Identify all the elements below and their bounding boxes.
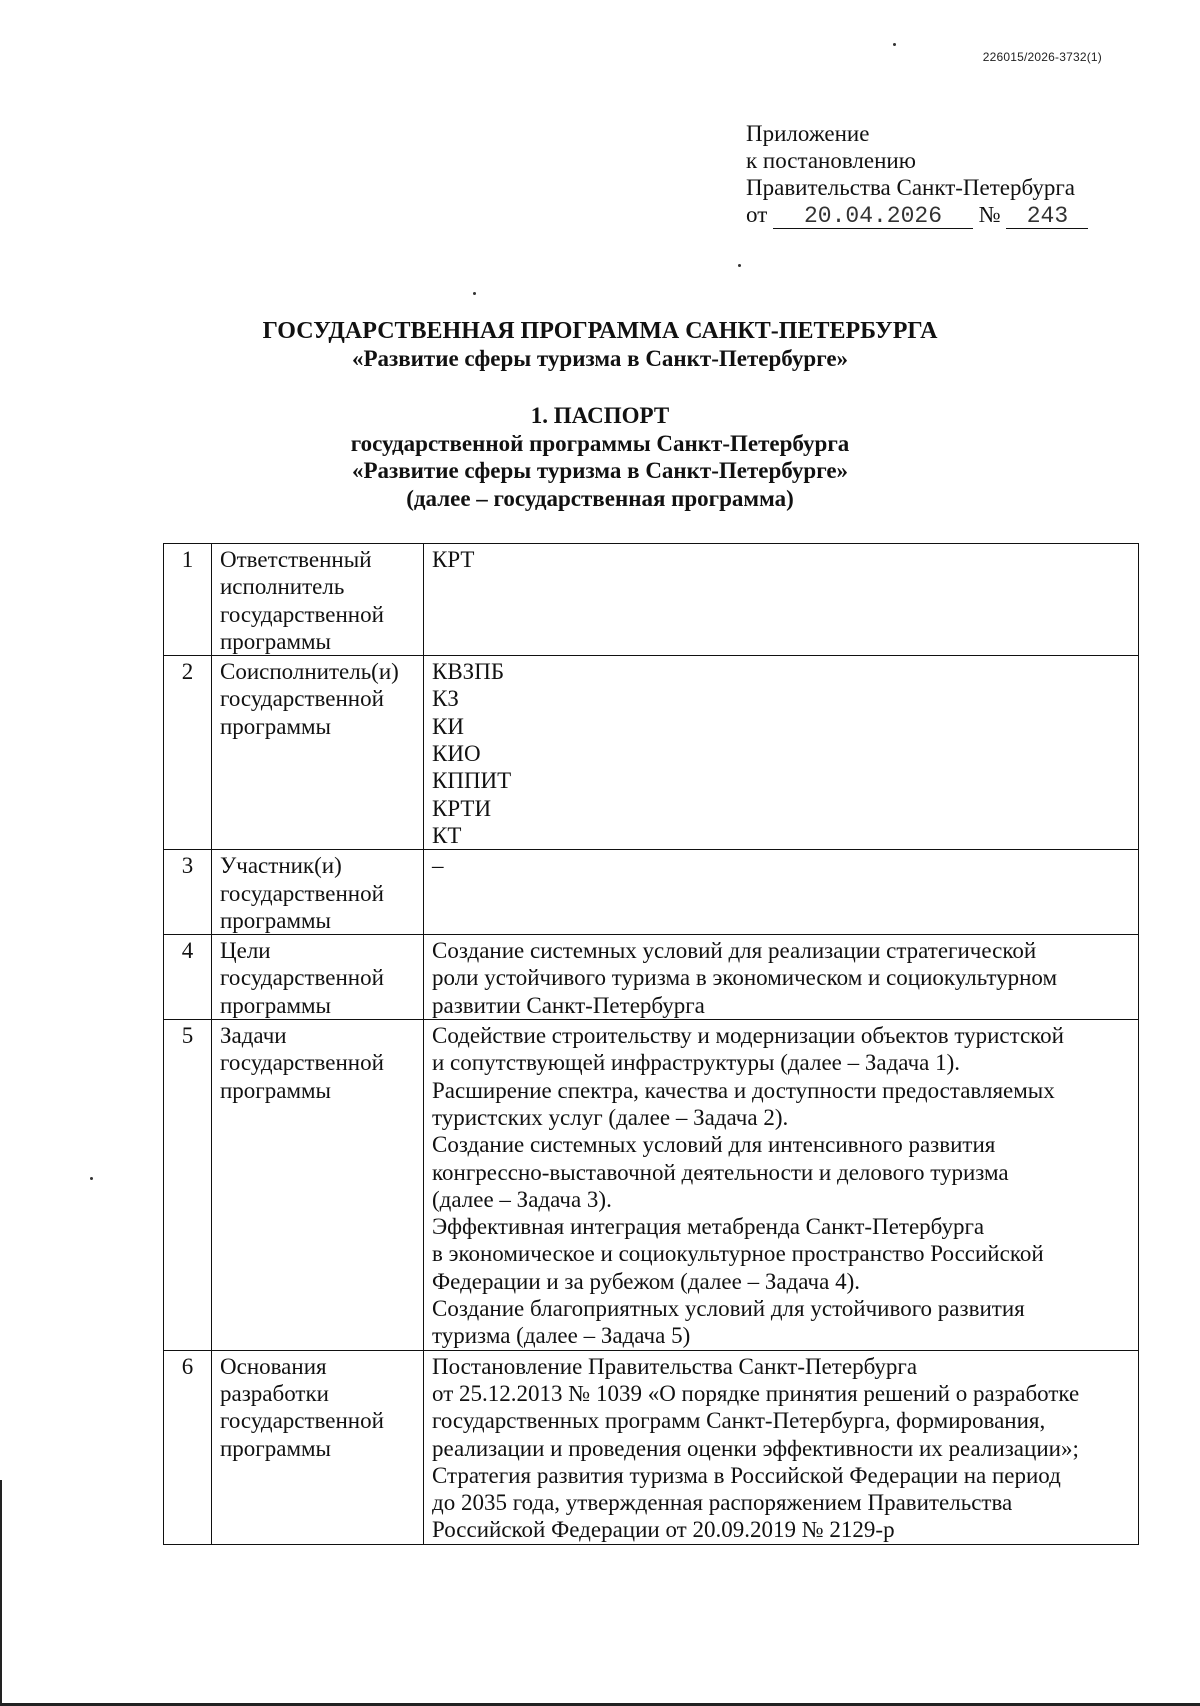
- row-label-line: программы: [220, 1435, 332, 1461]
- row-value-line: Стратегия развития туризма в Российской Федерации на период: [432, 1462, 1061, 1488]
- row-label-line: Задачи: [220, 1023, 287, 1049]
- annex-block: [746, 120, 1088, 229]
- table-row: [164, 656, 1139, 850]
- row-label-line: разработки: [220, 1380, 329, 1406]
- row-number: 6: [164, 1350, 212, 1544]
- row-number: 1: [164, 544, 212, 656]
- passport-table: [163, 543, 1139, 1545]
- row-value-line: туристских услуг (далее – Задача 2).: [432, 1104, 789, 1130]
- row-value-line: развитии Санкт-Петербурга: [432, 992, 705, 1018]
- row-value: [424, 1350, 1139, 1544]
- row-value-line: КРТИ: [432, 795, 492, 821]
- row-label: [212, 656, 424, 850]
- passport-heading: [150, 402, 1050, 512]
- row-value-line: государственных программ Санкт-Петербурга, формирования,: [432, 1408, 1046, 1434]
- row-label-line: Участник(и): [220, 853, 342, 879]
- row-label: [212, 1020, 424, 1351]
- row-value: [424, 935, 1139, 1020]
- row-number: 4: [164, 935, 212, 1020]
- program-subtitle: «Развитие сферы туризма в Санкт-Петербурге»: [351, 346, 849, 371]
- row-label-line: программы: [220, 907, 332, 933]
- passport-line-abbrev: (далее – государственная программа): [406, 485, 794, 511]
- row-value-line: Постановление Правительства Санкт-Петербурга: [432, 1353, 918, 1379]
- scan-speck: [473, 292, 476, 295]
- row-label-line: программы: [220, 1077, 332, 1103]
- row-value-line: Расширение спектра, качества и доступности предоставляемых: [432, 1077, 1055, 1103]
- row-value-line: реализации и проведения оценки эффективности их реализации»;: [432, 1435, 1079, 1461]
- row-label-line: программы: [220, 628, 332, 654]
- row-value-line: Создание благоприятных условий для устойчивого развития: [432, 1296, 1025, 1322]
- row-value-line: КИ: [432, 713, 464, 739]
- row-value-line: КППИТ: [432, 768, 512, 794]
- row-value-line: до 2035 года, утвержденная распоряжением Правительства: [432, 1490, 1013, 1516]
- annex-line-resolution: к постановлению: [746, 148, 916, 173]
- program-heading: [150, 318, 1050, 372]
- row-label: [212, 850, 424, 935]
- resolution-date: 20.04.2026: [773, 204, 973, 229]
- row-label-line: Соисполнитель(и): [220, 659, 399, 685]
- row-value-line: –: [432, 853, 444, 879]
- row-value-line: Эффективная интеграция метабренда Санкт-Петербурга: [432, 1214, 985, 1240]
- row-value-line: от 25.12.2013 № 1039 «О порядке принятия решений о разработке: [432, 1380, 1080, 1406]
- row-value-line: КВЗПБ: [432, 659, 505, 685]
- table-row: [164, 935, 1139, 1020]
- scan-border-left: [0, 1480, 2, 1706]
- row-number: 2: [164, 656, 212, 850]
- table-row: [164, 850, 1139, 935]
- document-registration-number: 226015/2026-3732(1): [982, 50, 1102, 64]
- row-label: [212, 1350, 424, 1544]
- row-value-line: (далее – Задача 3).: [432, 1186, 612, 1212]
- row-number: 5: [164, 1020, 212, 1351]
- scan-speck: [738, 264, 741, 267]
- row-value-line: Федерации и за рубежом (далее – Задача 4).: [432, 1268, 860, 1294]
- passport-line-name: «Развитие сферы туризма в Санкт-Петербурге»: [351, 458, 849, 483]
- row-label-line: программы: [220, 992, 332, 1018]
- row-value-line: Создание системных условий для реализации стратегической: [432, 938, 1037, 964]
- row-label-line: государственной: [220, 601, 384, 627]
- annex-date-number-line: [746, 201, 1088, 229]
- table-row: [164, 1020, 1139, 1351]
- row-label: [212, 935, 424, 1020]
- row-label-line: государственной: [220, 1050, 384, 1076]
- row-label-line: исполнитель: [220, 574, 345, 600]
- row-value: [424, 544, 1139, 656]
- row-label-line: государственной: [220, 1408, 384, 1434]
- row-value: [424, 656, 1139, 850]
- date-prefix: от: [746, 202, 768, 227]
- resolution-number: 243: [1006, 204, 1088, 229]
- row-label-line: государственной: [220, 965, 384, 991]
- row-value-line: КИО: [432, 741, 481, 767]
- row-value-line: КЗ: [432, 686, 459, 712]
- row-value-line: Содействие строительству и модернизации объектов туристской: [432, 1023, 1064, 1049]
- row-value-line: в экономическое и социокультурное пространство Российской: [432, 1241, 1044, 1267]
- row-value-line: роли устойчивого туризма в экономическом и социокультурном: [432, 965, 1057, 991]
- row-value-line: КТ: [432, 822, 462, 848]
- row-value-line: Российской Федерации от 20.09.2019 № 2129-р: [432, 1517, 895, 1543]
- annex-line-government: Правительства Санкт-Петербурга: [746, 175, 1075, 200]
- row-label-line: Цели: [220, 938, 271, 964]
- annex-title: Приложение: [746, 121, 870, 146]
- row-label-line: государственной: [220, 880, 384, 906]
- table-row: [164, 544, 1139, 656]
- number-prefix: №: [978, 202, 1001, 227]
- row-label-line: Основания: [220, 1353, 327, 1379]
- table-row: [164, 1350, 1139, 1544]
- scan-speck: [893, 43, 896, 46]
- row-label: [212, 544, 424, 656]
- passport-title: 1. ПАСПОРТ: [530, 403, 670, 428]
- passport-line-program: государственной программы Санкт-Петербурга: [350, 430, 850, 456]
- row-value: [424, 850, 1139, 935]
- program-title: ГОСУДАРСТВЕННАЯ ПРОГРАММА САНКТ-ПЕТЕРБУРГА: [262, 318, 938, 344]
- row-label-line: Ответственный: [220, 547, 372, 572]
- row-value-line: туризма (далее – Задача 5): [432, 1323, 691, 1349]
- row-label-line: программы: [220, 713, 332, 739]
- scan-speck: [90, 1177, 93, 1180]
- row-value-line: и сопутствующей инфраструктуры (далее – Задача 1).: [432, 1050, 961, 1076]
- row-number: 3: [164, 850, 212, 935]
- row-value-line: КРТ: [432, 547, 475, 572]
- row-value-line: Создание системных условий для интенсивного развития: [432, 1132, 996, 1158]
- row-value: [424, 1020, 1139, 1351]
- row-label-line: государственной: [220, 686, 384, 712]
- row-value-line: конгрессно-выставочной деятельности и делового туризма: [432, 1159, 1009, 1185]
